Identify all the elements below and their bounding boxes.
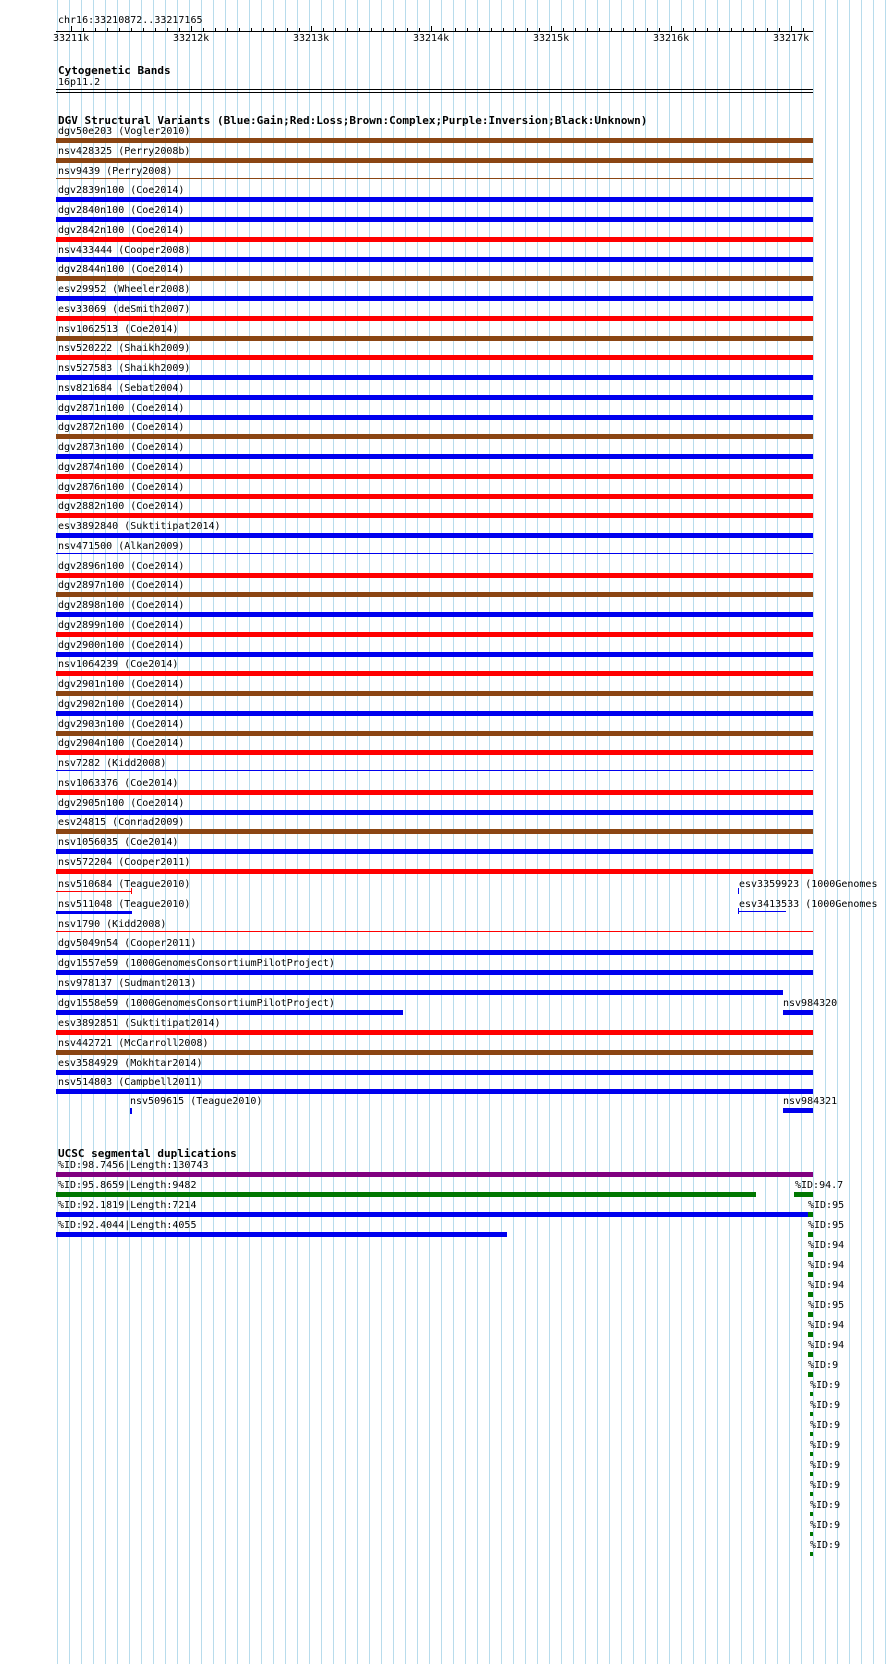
feature-label[interactable]: dgv2871n100 (Coe2014) (58, 403, 185, 414)
grid-line (861, 0, 862, 1664)
segdup-bar[interactable] (808, 1232, 813, 1237)
ruler-tick-label: 33215k (533, 33, 570, 44)
feature-label[interactable]: dgv2905n100 (Coe2014) (58, 798, 185, 809)
ruler-minor-tick (575, 28, 576, 32)
grid-line (849, 0, 850, 1664)
cytoband-label: 16p11.2 (58, 77, 101, 88)
segdup-label-right[interactable]: %ID:9 (810, 1540, 841, 1551)
feature-label[interactable]: dgv50e203 (Vogler2010) (58, 126, 191, 137)
ruler-minor-tick (407, 28, 408, 32)
ruler-minor-tick (107, 28, 108, 32)
feature-bar[interactable] (56, 652, 813, 657)
ruler-minor-tick (239, 28, 240, 32)
feature-label[interactable]: dgv2839n100 (Coe2014) (58, 185, 185, 196)
segdup-bar[interactable] (808, 1292, 813, 1297)
feature-bar[interactable] (56, 592, 813, 597)
feature-label[interactable]: esv3892851 (Suktitipat2014) (58, 1018, 221, 1029)
grid-line (813, 0, 814, 1664)
feature-label[interactable]: esv33069 (deSmith2007) (58, 304, 191, 315)
feature-label[interactable]: nsv984321 (783, 1096, 838, 1107)
ruler-minor-tick (419, 28, 420, 32)
feature-label[interactable]: nsv821684 (Sebat2004) (58, 383, 185, 394)
grid-line (885, 0, 886, 1664)
ruler-minor-tick (299, 28, 300, 32)
segdup-label-right[interactable]: %ID:9 (810, 1420, 841, 1431)
feature-bar[interactable] (56, 790, 813, 795)
feature-label[interactable]: nsv428325 (Perry2008b) (58, 146, 191, 157)
feature-label[interactable]: nsv1063376 (Coe2014) (58, 778, 179, 789)
segdup-label[interactable]: %ID:98.7456|Length:130743 (58, 1160, 209, 1171)
ruler-position: chr16:33210872..33217165 (58, 15, 203, 26)
feature-label[interactable]: nsv520222 (Shaikh2009) (58, 343, 191, 354)
ruler-minor-tick (287, 28, 288, 32)
segdup-bar[interactable] (810, 1452, 813, 1456)
feature-label[interactable]: esv3413533 (1000Genomes (739, 899, 878, 910)
ruler-minor-tick (503, 28, 504, 32)
ruler-minor-tick (383, 28, 384, 32)
ruler-minor-tick (443, 28, 444, 32)
feature-label[interactable]: nsv1062513 (Coe2014) (58, 324, 179, 335)
feature-bar[interactable] (56, 869, 813, 874)
ruler-tick-label: 33214k (413, 33, 450, 44)
feature-label[interactable]: esv29952 (Wheeler2008) (58, 284, 191, 295)
feature-bar[interactable] (56, 829, 813, 834)
segdup-bar[interactable] (808, 1252, 813, 1257)
ruler-minor-tick (611, 28, 612, 32)
segdup-label-right[interactable]: %ID:9 (810, 1500, 841, 1511)
feature-label[interactable]: dgv2842n100 (Coe2014) (58, 225, 185, 236)
segdup-label-right[interactable]: %ID:95 (808, 1200, 845, 1211)
segdup-label-right[interactable]: %ID:9 (810, 1380, 841, 1391)
feature-bar[interactable] (738, 911, 786, 912)
feature-bar[interactable] (56, 1030, 813, 1035)
feature-bar[interactable] (56, 849, 813, 854)
ruler-minor-tick (683, 28, 684, 32)
feature-label[interactable]: esv3892840 (Suktitipat2014) (58, 521, 221, 532)
ruler-minor-tick (599, 28, 600, 32)
cytoband-band (56, 92, 813, 93)
ruler-minor-tick (731, 28, 732, 32)
segdup-bar[interactable] (810, 1492, 813, 1496)
segdup-bar[interactable] (808, 1332, 813, 1337)
feature-bar[interactable] (56, 1089, 813, 1094)
feature-label[interactable]: dgv2899n100 (Coe2014) (58, 620, 185, 631)
ruler-minor-tick (143, 28, 144, 32)
segdup-bar[interactable] (56, 1172, 813, 1177)
feature-label[interactable]: nsv527583 (Shaikh2009) (58, 363, 191, 374)
segdup-label-right[interactable]: %ID:9 (810, 1440, 841, 1451)
segdup-label-right[interactable]: %ID:9 (810, 1400, 841, 1411)
ruler-minor-tick (647, 28, 648, 32)
feature-bar[interactable] (56, 970, 813, 975)
feature-bar[interactable] (56, 711, 813, 716)
segdup-label-right[interactable]: %ID:94 (808, 1320, 845, 1331)
ruler-minor-tick (119, 28, 120, 32)
ruler-minor-tick (623, 28, 624, 32)
ruler-tick (791, 26, 792, 32)
ruler-tick (671, 26, 672, 32)
segdup-bar[interactable] (794, 1192, 813, 1197)
feature-label[interactable]: nsv572204 (Cooper2011) (58, 857, 191, 868)
ruler-minor-tick (803, 28, 804, 32)
feature-bar[interactable] (56, 513, 813, 518)
feature-bar[interactable] (56, 415, 813, 420)
feature-bar[interactable] (130, 1108, 132, 1114)
ruler-minor-tick (719, 28, 720, 32)
feature-bar[interactable] (56, 671, 813, 676)
feature-bar[interactable] (56, 533, 813, 538)
segdup-bar[interactable] (56, 1212, 813, 1217)
feature-bar[interactable] (56, 158, 813, 163)
feature-bar[interactable] (56, 217, 813, 222)
feature-label[interactable]: dgv2897n100 (Coe2014) (58, 580, 185, 591)
ruler-tick-label: 33217k (773, 33, 810, 44)
segdup-bar[interactable] (810, 1392, 813, 1396)
segdup-label-right[interactable]: %ID:94 (808, 1240, 845, 1251)
ruler-minor-tick (467, 28, 468, 32)
ruler-minor-tick (95, 28, 96, 32)
segdup-bar[interactable] (810, 1432, 813, 1436)
cytoband-track-title: Cytogenetic Bands (58, 64, 171, 77)
feature-bar[interactable] (56, 990, 783, 995)
feature-bar[interactable] (56, 237, 813, 242)
feature-label[interactable]: nsv9439 (Perry2008) (58, 166, 173, 177)
feature-bar[interactable] (56, 434, 813, 439)
ruler-minor-tick (743, 28, 744, 32)
ruler-tick (311, 26, 312, 32)
feature-bar[interactable] (56, 355, 813, 360)
ruler-minor-tick (707, 28, 708, 32)
segdup-label-right[interactable]: %ID:94 (808, 1260, 845, 1271)
feature-label[interactable]: nsv471500 (Alkan2009) (58, 541, 185, 552)
feature-label[interactable]: dgv2901n100 (Coe2014) (58, 679, 185, 690)
feature-bar[interactable] (56, 612, 813, 617)
ruler-axis (56, 31, 813, 32)
segdup-bar[interactable] (810, 1532, 813, 1536)
ruler-minor-tick (527, 28, 528, 32)
feature-bar[interactable] (56, 375, 813, 380)
ruler-tick-label: 33212k (173, 33, 210, 44)
feature-label[interactable]: dgv5049n54 (Cooper2011) (58, 938, 197, 949)
ruler-minor-tick (755, 28, 756, 32)
feature-bar[interactable] (56, 950, 813, 955)
ruler-tick-label: 33213k (293, 33, 330, 44)
ruler-minor-tick (491, 28, 492, 32)
segdup-bar[interactable] (808, 1212, 813, 1217)
ruler-tick (431, 26, 432, 32)
feature-label[interactable]: dgv2873n100 (Coe2014) (58, 442, 185, 453)
ruler-minor-tick (779, 28, 780, 32)
segdup-label[interactable]: %ID:92.1819|Length:7214 (58, 1200, 197, 1211)
feature-label[interactable]: dgv2902n100 (Coe2014) (58, 699, 185, 710)
cytoband-band (56, 89, 813, 90)
feature-label[interactable]: esv3359923 (1000Genomes (739, 879, 878, 890)
feature-label[interactable]: esv3584929 (Mokhtar2014) (58, 1058, 203, 1069)
segdup-bar[interactable] (808, 1272, 813, 1277)
ruler-tick (551, 26, 552, 32)
feature-label[interactable]: dgv2840n100 (Coe2014) (58, 205, 185, 216)
segdup-bar[interactable] (810, 1472, 813, 1476)
ruler-minor-tick (227, 28, 228, 32)
ruler-minor-tick (251, 28, 252, 32)
ruler-minor-tick (131, 28, 132, 32)
ruler-minor-tick (167, 28, 168, 32)
segdup-label-right[interactable]: %ID:94 (808, 1340, 845, 1351)
ruler-minor-tick (179, 28, 180, 32)
segdup-bar[interactable] (808, 1312, 813, 1317)
ruler-minor-tick (347, 28, 348, 32)
feature-bar[interactable] (56, 810, 813, 815)
ruler-minor-tick (215, 28, 216, 32)
feature-label[interactable]: dgv2844n100 (Coe2014) (58, 264, 185, 275)
feature-bar[interactable] (783, 1108, 813, 1113)
ruler-minor-tick (563, 28, 564, 32)
segdup-label[interactable]: %ID:92.4044|Length:4055 (58, 1220, 197, 1231)
feature-bar[interactable] (56, 731, 813, 736)
feature-bar[interactable] (56, 750, 813, 755)
grid-line (873, 0, 874, 1664)
feature-bar[interactable] (56, 454, 813, 459)
feature-bar[interactable] (56, 494, 813, 499)
feature-bar[interactable] (56, 931, 813, 932)
ruler-tick (191, 26, 192, 32)
ruler-minor-tick (275, 28, 276, 32)
feature-label[interactable]: dgv2900n100 (Coe2014) (58, 640, 185, 651)
dgv-track-title: DGV Structural Variants (Blue:Gain;Red:Loss;Brown:Complex;Purple:Inversion;Black:Unknown) (58, 114, 648, 127)
ruler-minor-tick (659, 28, 660, 32)
feature-label[interactable]: dgv1558e59 (1000GenomesConsortiumPilotProject) (58, 998, 335, 1009)
feature-label[interactable]: nsv1056035 (Coe2014) (58, 837, 179, 848)
feature-bar[interactable] (56, 770, 813, 771)
feature-bar[interactable] (783, 1010, 813, 1015)
ruler-minor-tick (515, 28, 516, 32)
ruler-tick (71, 26, 72, 32)
feature-bar[interactable] (56, 474, 813, 479)
grid-line (825, 0, 826, 1664)
ruler-minor-tick (263, 28, 264, 32)
ruler-minor-tick (323, 28, 324, 32)
segdup-bar[interactable] (810, 1552, 813, 1556)
ruler-minor-tick (203, 28, 204, 32)
segdup-label-right[interactable]: %ID:9 (810, 1460, 841, 1471)
feature-label[interactable]: dgv2896n100 (Coe2014) (58, 561, 185, 572)
ruler-minor-tick (335, 28, 336, 32)
feature-bar[interactable] (56, 336, 813, 341)
feature-bar[interactable] (56, 316, 813, 321)
feature-bar[interactable] (56, 553, 813, 554)
feature-bar[interactable] (56, 296, 813, 301)
segdup-bar[interactable] (808, 1352, 813, 1357)
feature-label[interactable]: nsv509615 (Teague2010) (130, 1096, 263, 1107)
segdup-label[interactable]: %ID:95.8659|Length:9482 (58, 1180, 197, 1191)
segdup-bar[interactable] (56, 1232, 507, 1237)
ruler-minor-tick (359, 28, 360, 32)
segdup-label-right[interactable]: %ID:95 (808, 1220, 845, 1231)
segdup-label-right[interactable]: %ID:9 (810, 1480, 841, 1491)
feature-label[interactable]: dgv2882n100 (Coe2014) (58, 501, 185, 512)
ruler-tick-label: 33211k (53, 33, 90, 44)
feature-label[interactable]: nsv984320 (783, 998, 838, 1009)
ruler-minor-tick (695, 28, 696, 32)
feature-label[interactable]: nsv433444 (Cooper2008) (58, 245, 191, 256)
feature-bar[interactable] (56, 691, 813, 696)
segdup-bar[interactable] (808, 1372, 813, 1377)
feature-label[interactable]: dgv2898n100 (Coe2014) (58, 600, 185, 611)
ruler-minor-tick (635, 28, 636, 32)
feature-bar[interactable] (56, 573, 813, 578)
segdup-track-title: UCSC segmental duplications (58, 1147, 237, 1160)
ruler-minor-tick (455, 28, 456, 32)
ruler-minor-tick (587, 28, 588, 32)
feature-label[interactable]: dgv2876n100 (Coe2014) (58, 482, 185, 493)
feature-label[interactable]: nsv442721 (McCarroll2008) (58, 1038, 209, 1049)
ruler-minor-tick (767, 28, 768, 32)
feature-label[interactable]: dgv1557e59 (1000GenomesConsortiumPilotProject) (58, 958, 335, 969)
feature-label[interactable]: nsv1064239 (Coe2014) (58, 659, 179, 670)
feature-label[interactable]: nsv511048 (Teague2010) (58, 899, 191, 910)
feature-bar[interactable] (56, 1010, 403, 1015)
feature-bar[interactable] (56, 178, 813, 179)
feature-label[interactable]: nsv514803 (Campbell2011) (58, 1077, 203, 1088)
grid-line (837, 0, 838, 1664)
feature-label[interactable]: dgv2872n100 (Coe2014) (58, 422, 185, 433)
feature-bar[interactable] (56, 1070, 813, 1075)
feature-label[interactable]: nsv7282 (Kidd2008) (58, 758, 167, 769)
ruler-minor-tick (479, 28, 480, 32)
feature-label[interactable]: nsv510684 (Teague2010) (58, 879, 191, 890)
segdup-label-right[interactable]: %ID:9 (810, 1520, 841, 1531)
feature-label[interactable]: nsv1790 (Kidd2008) (58, 919, 167, 930)
segdup-label-right[interactable]: %ID:95 (808, 1300, 845, 1311)
feature-label[interactable]: nsv978137 (Sudmant2013) (58, 978, 197, 989)
feature-label[interactable]: esv24815 (Conrad2009) (58, 817, 185, 828)
feature-bar[interactable] (56, 1050, 813, 1055)
feature-bar[interactable] (56, 911, 132, 914)
segdup-bar[interactable] (56, 1192, 756, 1197)
feature-bar[interactable] (56, 395, 813, 400)
segdup-bar[interactable] (810, 1412, 813, 1416)
feature-bar[interactable] (56, 891, 132, 892)
feature-bar[interactable] (56, 632, 813, 637)
feature-bar[interactable] (56, 138, 813, 143)
ruler-minor-tick (371, 28, 372, 32)
segdup-bar[interactable] (810, 1512, 813, 1516)
ruler-minor-tick (539, 28, 540, 32)
ruler-tick-label: 33216k (653, 33, 690, 44)
segdup-label-right[interactable]: %ID:94 (808, 1280, 845, 1291)
feature-label[interactable]: dgv2874n100 (Coe2014) (58, 462, 185, 473)
segdup-label-right[interactable]: %ID:94.7 (795, 1180, 844, 1191)
feature-bar[interactable] (56, 257, 813, 262)
feature-bar[interactable] (56, 197, 813, 202)
feature-label[interactable]: dgv2904n100 (Coe2014) (58, 738, 185, 749)
feature-label[interactable]: dgv2903n100 (Coe2014) (58, 719, 185, 730)
ruler-minor-tick (395, 28, 396, 32)
ruler-minor-tick (155, 28, 156, 32)
feature-bar[interactable] (56, 276, 813, 281)
ruler-minor-tick (83, 28, 84, 32)
segdup-label-right[interactable]: %ID:9 (808, 1360, 839, 1371)
